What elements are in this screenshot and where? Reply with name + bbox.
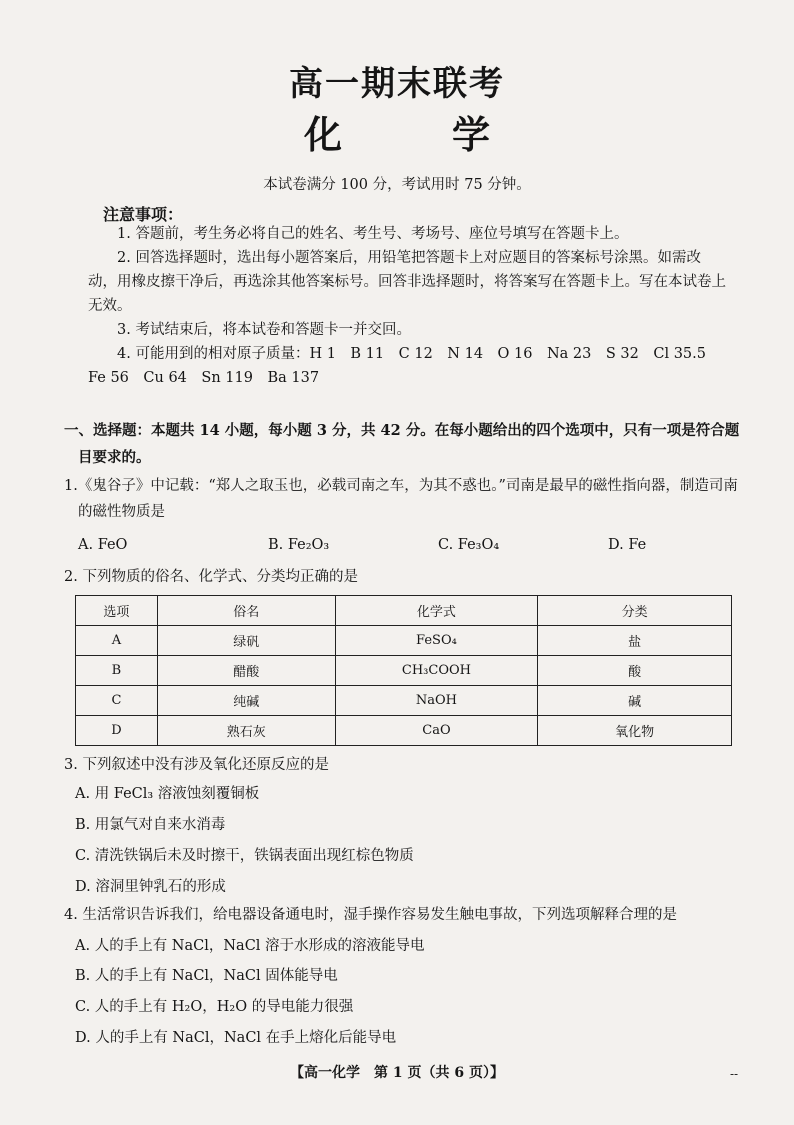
subject-title: 化 学 [303,112,526,157]
option-c: C. Fe₃O₄ [438,537,500,553]
option-c: C. 清洗铁锅后未及时擦干，铁锅表面出现红棕色物质 [75,848,414,864]
page-footer: 【高一化学 第 1 页（共 6 页）】 [290,1065,504,1081]
option-d: D. 人的手上有 NaCl，NaCl 在手上熔化后能导电 [75,1030,397,1046]
table-row [76,686,732,716]
question-3 [64,752,740,778]
option-c: C. 人的手上有 H₂O，H₂O 的导电能力很强 [75,999,354,1015]
table-cell: 碱 [538,686,732,716]
column-header: 俗名 [157,596,335,626]
table-cell: FeSO₄ [335,626,538,656]
notes-list [88,222,728,390]
table-cell: 绿矾 [157,626,335,656]
answer-table [75,595,732,746]
column-header: 选项 [76,596,158,626]
question-stem: 3. 下列叙述中没有涉及氧化还原反应的是 [64,757,329,773]
option-d: D. Fe [608,537,647,553]
question-1 [64,473,740,525]
section-heading: 一、选择题：本题共 14 小题，每小题 3 分，共 42 分。在每小题给出的四个选项中，只有一项是符合题目要求的。 [64,422,740,466]
question-stem: 1.《鬼谷子》中记载：“郑人之取玉也，必载司南之车，为其不惑也。”司南是最早的磁性指向器，制造司南的磁性物质是 [64,478,738,520]
exam-intro: 本试卷满分 100 分，考试用时 75 分钟。 [263,177,531,193]
table-cell: 氧化物 [538,716,732,746]
note-item: 4. 可能用到的相对原子质量：H 1 B 11 C 12 N 14 O 16 Na 23 S 32 Cl 35.5 Fe 56 Cu 64 Sn 119 Ba 137 [88,346,721,386]
table-cell: NaOH [335,686,538,716]
option-a: A. FeO [78,537,128,553]
table-cell: CaO [335,716,538,746]
column-header: 化学式 [335,596,538,626]
table-cell: 纯碱 [157,686,335,716]
question-4 [64,902,740,928]
table-cell: CH₃COOH [335,656,538,686]
question-stem: 4. 生活常识告诉我们，给电器设备通电时，湿手操作容易发生触电事故，下列选项解释合理的是 [64,907,677,923]
notes-heading: 注意事项： [103,205,184,224]
table-header-row [76,596,732,626]
table-row [76,656,732,686]
option-b: B. 用氯气对自来水消毒 [75,817,226,833]
table-cell: 熟石灰 [157,716,335,746]
table-cell: 酸 [538,656,732,686]
option-b: B. Fe₂O₃ [268,537,330,553]
table-cell: 醋酸 [157,656,335,686]
table-row [76,626,732,656]
option-d: D. 溶洞里钟乳石的形成 [75,879,226,895]
note-item: 2. 回答选择题时，选出每小题答案后，用铅笔把答题卡上对应题目的答案标号涂黑。如需改动，用橡皮擦干净后，再选涂其他答案标号。回答非选择题时，将答案写在答题卡上。写在本试卷上无效。 [88,250,726,314]
question-2 [64,564,740,590]
option-b: B. 人的手上有 NaCl，NaCl 固体能导电 [75,968,338,984]
table-cell: B [76,656,158,686]
option-a: A. 用 FeCl₃ 溶液蚀刻覆铜板 [75,786,260,802]
table-cell: A [76,626,158,656]
option-a: A. 人的手上有 NaCl，NaCl 溶于水形成的溶液能导电 [75,938,425,954]
note-item: 1. 答题前，考生务必将自己的姓名、考生号、考场号、座位号填写在答题卡上。 [117,226,629,242]
table-cell: C [76,686,158,716]
note-item: 3. 考试结束后，将本试卷和答题卡一并交回。 [117,322,411,338]
exam-title: 高一期末联考 [289,64,505,104]
table-row [76,716,732,746]
corner-mark: -- [730,1067,739,1081]
table-cell: 盐 [538,626,732,656]
question-stem: 2. 下列物质的俗名、化学式、分类均正确的是 [64,569,358,585]
table-cell: D [76,716,158,746]
column-header: 分类 [538,596,732,626]
